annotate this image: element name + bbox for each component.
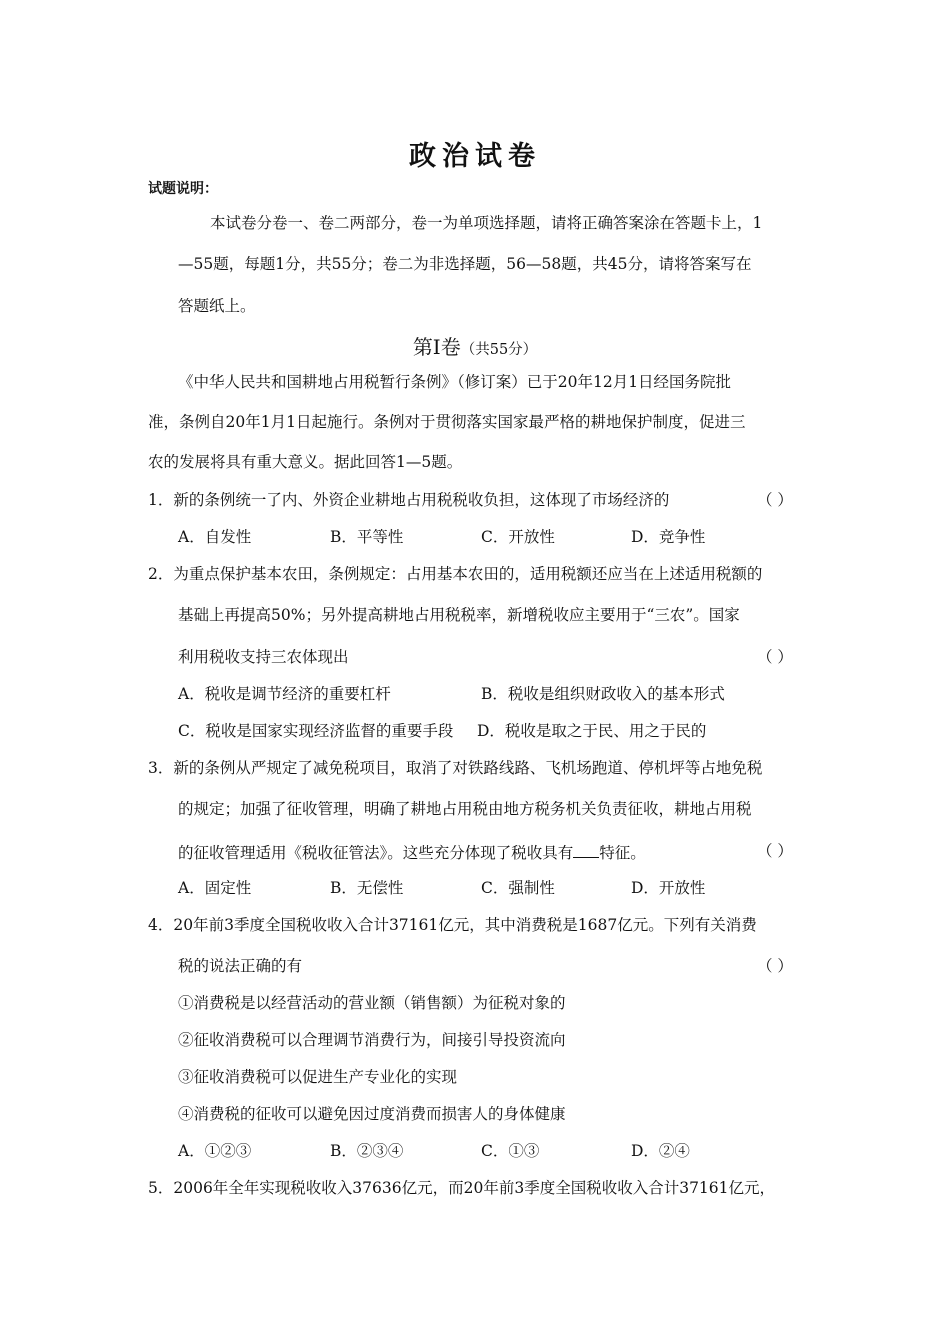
q1-option-a: A．自发性 xyxy=(178,528,252,546)
q4-option-c: C．①③ xyxy=(481,1142,540,1160)
q2-option-c: C．税收是国家实现经济监督的重要手段 xyxy=(178,722,454,740)
q1-answer-bracket: （ ） xyxy=(757,491,793,509)
q3-option-c: C．强制性 xyxy=(481,879,555,897)
q3-option-b: B．无偿性 xyxy=(330,879,404,897)
q5-stem: 5．2006年全年实现税收收入37636亿元，而20年前3季度全国税收收入合计37161亿元， xyxy=(148,1179,776,1197)
q1-stem: 1．新的条例统一了内、外资企业耕地占用税税收负担，这体现了市场经济的 xyxy=(148,491,670,509)
q2-stem-line-3: 利用税收支持三农体现出 xyxy=(178,648,349,666)
q3-option-a: A．固定性 xyxy=(178,879,252,897)
q4-item-3: ③征收消费税可以促进生产专业化的实现 xyxy=(178,1068,458,1086)
q4-stem-line-1: 4．20年前3季度全国税收收入合计37161亿元，其中消费税是1687亿元。下列有关消费 xyxy=(148,916,757,934)
q4-item-1: ①消费税是以经营活动的营业额（销售额）为征税对象的 xyxy=(178,994,566,1012)
instructions-label: 试题说明： xyxy=(148,181,218,197)
q4-stem-line-2: 税的说法正确的有 xyxy=(178,957,303,975)
passage-line-3: 农的发展将具有重大意义。据此回答1—5题。 xyxy=(148,453,463,471)
q2-option-b: B．税收是组织财政收入的基本形式 xyxy=(481,685,725,703)
q1-option-c: C．开放性 xyxy=(481,528,555,546)
q4-option-d: D．②④ xyxy=(631,1142,690,1160)
q2-stem-line-2: 基础上再提高50%；另外提高耕地占用税税率，新增税收应主要用于“三农”。国家 xyxy=(178,606,740,624)
instructions-line-3: 答题纸上。 xyxy=(178,297,256,315)
q4-option-b: B．②③④ xyxy=(330,1142,404,1160)
q1-option-b: B．平等性 xyxy=(330,528,404,546)
passage-line-1: 《中华人民共和国耕地占用税暂行条例》（修订案）已于20年12月1日经国务院批 xyxy=(178,373,732,391)
q3-stem-line-3-text: 的征收管理适用《税收征管法》。这些充分体现了税收具有 xyxy=(178,844,574,862)
volume-score: （共55分） xyxy=(460,342,538,358)
q4-answer-bracket: （ ） xyxy=(757,957,793,975)
q2-option-a: A．税收是调节经济的重要杠杆 xyxy=(178,685,391,703)
volume-title: 第Ⅰ卷 xyxy=(412,335,461,359)
q3-stem-line-3-suffix: 特征。 xyxy=(599,844,646,862)
q1-option-d: D．竞争性 xyxy=(631,528,706,546)
volume-heading xyxy=(0,331,950,360)
instructions-line-1: 本试卷分卷一、卷二两部分，卷一为单项选择题，请将正确答案涂在答题卡上，1 xyxy=(210,214,763,232)
q3-stem-line-1: 3．新的条例从严规定了减免税项目，取消了对铁路线路、飞机场跑道、停机坪等占地免税 xyxy=(148,759,763,777)
q3-stem-line-2: 的规定；加强了征收管理，明确了耕地占用税由地方税务机关负责征收，耕地占用税 xyxy=(178,800,752,818)
q4-item-2: ②征收消费税可以合理调节消费行为，间接引导投资流向 xyxy=(178,1031,566,1049)
q2-answer-bracket: （ ） xyxy=(757,648,793,666)
q4-option-a: A．①②③ xyxy=(178,1142,252,1160)
page-title: 政治试卷 xyxy=(409,141,541,172)
q3-fill-blank xyxy=(573,841,599,858)
q2-stem-line-1: 2．为重点保护基本农田，条例规定：占用基本农田的，适用税额还应当在上述适用税额的 xyxy=(148,565,763,583)
q4-item-4: ④消费税的征收可以避免因过度消费而损害人的身体健康 xyxy=(178,1105,566,1123)
q3-option-d: D．开放性 xyxy=(631,879,706,897)
q3-answer-bracket: （ ） xyxy=(757,842,793,860)
passage-line-2: 准，条例自20年1月1日起施行。条例对于贯彻落实国家最严格的耕地保护制度，促进三 xyxy=(148,413,746,431)
q2-option-d: D．税收是取之于民、用之于民的 xyxy=(477,722,707,740)
instructions-line-2: —55题，每题1分，共55分；卷二为非选择题，56—58题，共45分，请将答案写在 xyxy=(178,255,752,273)
q3-stem-line-3 xyxy=(178,841,646,863)
